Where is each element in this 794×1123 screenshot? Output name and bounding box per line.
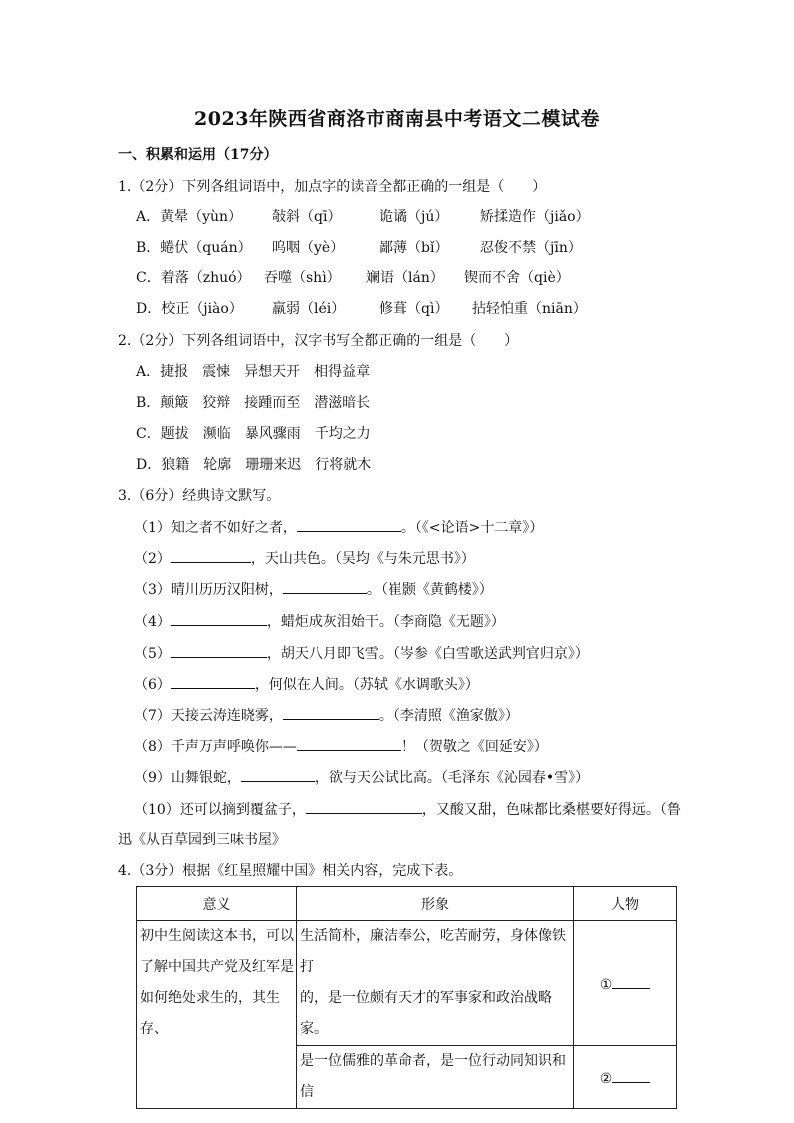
option-label: C．着落（zhuó） (136, 270, 251, 286)
answer-table (136, 886, 677, 1109)
answer-blank[interactable] (283, 705, 379, 720)
option-item: 拈轻怕重（niān） (472, 301, 587, 317)
option-item: 矫揉造作（jiǎo） (480, 209, 590, 225)
option-item: 羸弱（léi） (272, 301, 346, 317)
role-cell-2 (574, 1046, 677, 1109)
table-row (137, 921, 677, 1046)
q2-option-b: B．颠簸 狡辩 接踵而至 潜滋暗长 (136, 395, 371, 411)
answer-blank[interactable] (241, 767, 315, 782)
q3-item-1: （1）知之者不如好之者， 。（《<论语>十二章》） (134, 517, 543, 538)
header-meaning: 意义 (137, 887, 297, 921)
role-answer-blank[interactable] (612, 1068, 650, 1083)
option-item: 吞噬（shì） (264, 270, 341, 286)
option-item: 忍俊不禁（jīn） (480, 240, 582, 256)
answer-blank[interactable] (297, 517, 401, 532)
q3-item-3: （3）晴川历历汉阳树， 。（崔颢《黄鹤楼》） (134, 579, 493, 600)
image-cell-1: 生活简朴，廉洁奉公，吃苦耐劳，身体像铁打 的，是一位颇有天才的军事家和政治战略家。 (297, 921, 574, 1046)
answer-blank[interactable] (171, 611, 267, 626)
answer-blank[interactable] (171, 643, 267, 658)
q3-item-5: （5） ，胡天八月即飞雪。（岑参《白雪歌送武判官归京》） (134, 643, 589, 664)
q2-option-d: D．狼籍 轮廓 珊珊来迟 行将就木 (136, 457, 372, 473)
exam-title: 2023年陕西省商洛市商南县中考语文二模试卷 (194, 108, 600, 130)
option-item: 锲而不舍（qiè） (464, 270, 570, 286)
role-mark: ① (599, 976, 613, 993)
option-item: 诡谲（jú） (379, 209, 449, 225)
header-image: 形象 (297, 887, 574, 921)
q2-option-a: A．捷报 震悚 异想天开 相得益章 (136, 364, 371, 380)
q3-item-6: （6） ，何似在人间。（苏轼《水调歌头》） (134, 674, 479, 695)
q3-item-8: （8）千声万声呼唤你—— ！（贺敬之《回延安》） (134, 736, 548, 757)
q2-option-c: C．题拔 濒临 暴风骤雨 千均之力 (136, 426, 371, 442)
question-3-stem: 3.（6分）经典诗文默写。 (118, 488, 281, 504)
option-label: A．黄晕（yùn） (136, 209, 243, 225)
meaning-cell: 初中生阅读这本书，可以 了解中国共产党及红军是 如何绝处求生的，其生存、 (137, 921, 297, 1109)
header-role: 人物 (574, 887, 677, 921)
role-mark: ② (599, 1070, 613, 1087)
q3-item-2: （2） ，天山共色。（吴均《与朱元思书》） (134, 548, 475, 569)
option-item: 斓语（lán） (366, 270, 444, 286)
image-cell-2: 是一位儒雅的革命者，是一位行动同知识和信 (297, 1046, 574, 1109)
question-1-stem: 1.（2分）下列各组词语中，加点字的读音全都正确的一组是（ ） (118, 179, 547, 195)
question-2-stem: 2.（2分）下列各组词语中，汉字书写全都正确的一组是（ ） (118, 333, 519, 349)
q3-item-4: （4） ，蜡炬成灰泪始干。（李商隐《无题》） (134, 611, 505, 632)
answer-blank[interactable] (283, 579, 367, 594)
table-header-row (137, 887, 677, 921)
q3-item-10-continuation: 迅《从百草园到三味书屋》 (118, 832, 286, 848)
option-item: 修葺（qì） (379, 301, 449, 317)
section-heading: 一、积累和运用（17分） (118, 147, 278, 163)
answer-blank[interactable] (306, 799, 422, 814)
option-label: B．蜷伏（quán） (136, 240, 252, 256)
q3-item-9: （9）山舞银蛇， ，欲与天公试比高。（毛泽东《沁园春•雪》） (134, 767, 589, 788)
answer-blank[interactable] (171, 674, 255, 689)
option-label: D．校正（jiào） (136, 301, 243, 317)
role-cell-1 (574, 921, 677, 1046)
answer-blank[interactable] (171, 548, 251, 563)
question-4-stem: 4.（3分）根据《红星照耀中国》相关内容，完成下表。 (118, 863, 463, 879)
option-item: 鄙薄（bǐ） (379, 240, 449, 256)
q3-item-7: （7）天接云涛连晓雾， 。（李清照《渔家傲》） (134, 705, 519, 726)
option-item: 呜咽（yè） (272, 240, 345, 256)
role-answer-blank[interactable] (612, 974, 650, 989)
q3-item-10: （10）还可以摘到覆盆子， ，又酸又甜，色味都比桑椹要好得远。（鲁 (134, 799, 681, 820)
answer-blank[interactable] (297, 736, 401, 751)
option-item: 敧斜（qī） (272, 209, 342, 225)
